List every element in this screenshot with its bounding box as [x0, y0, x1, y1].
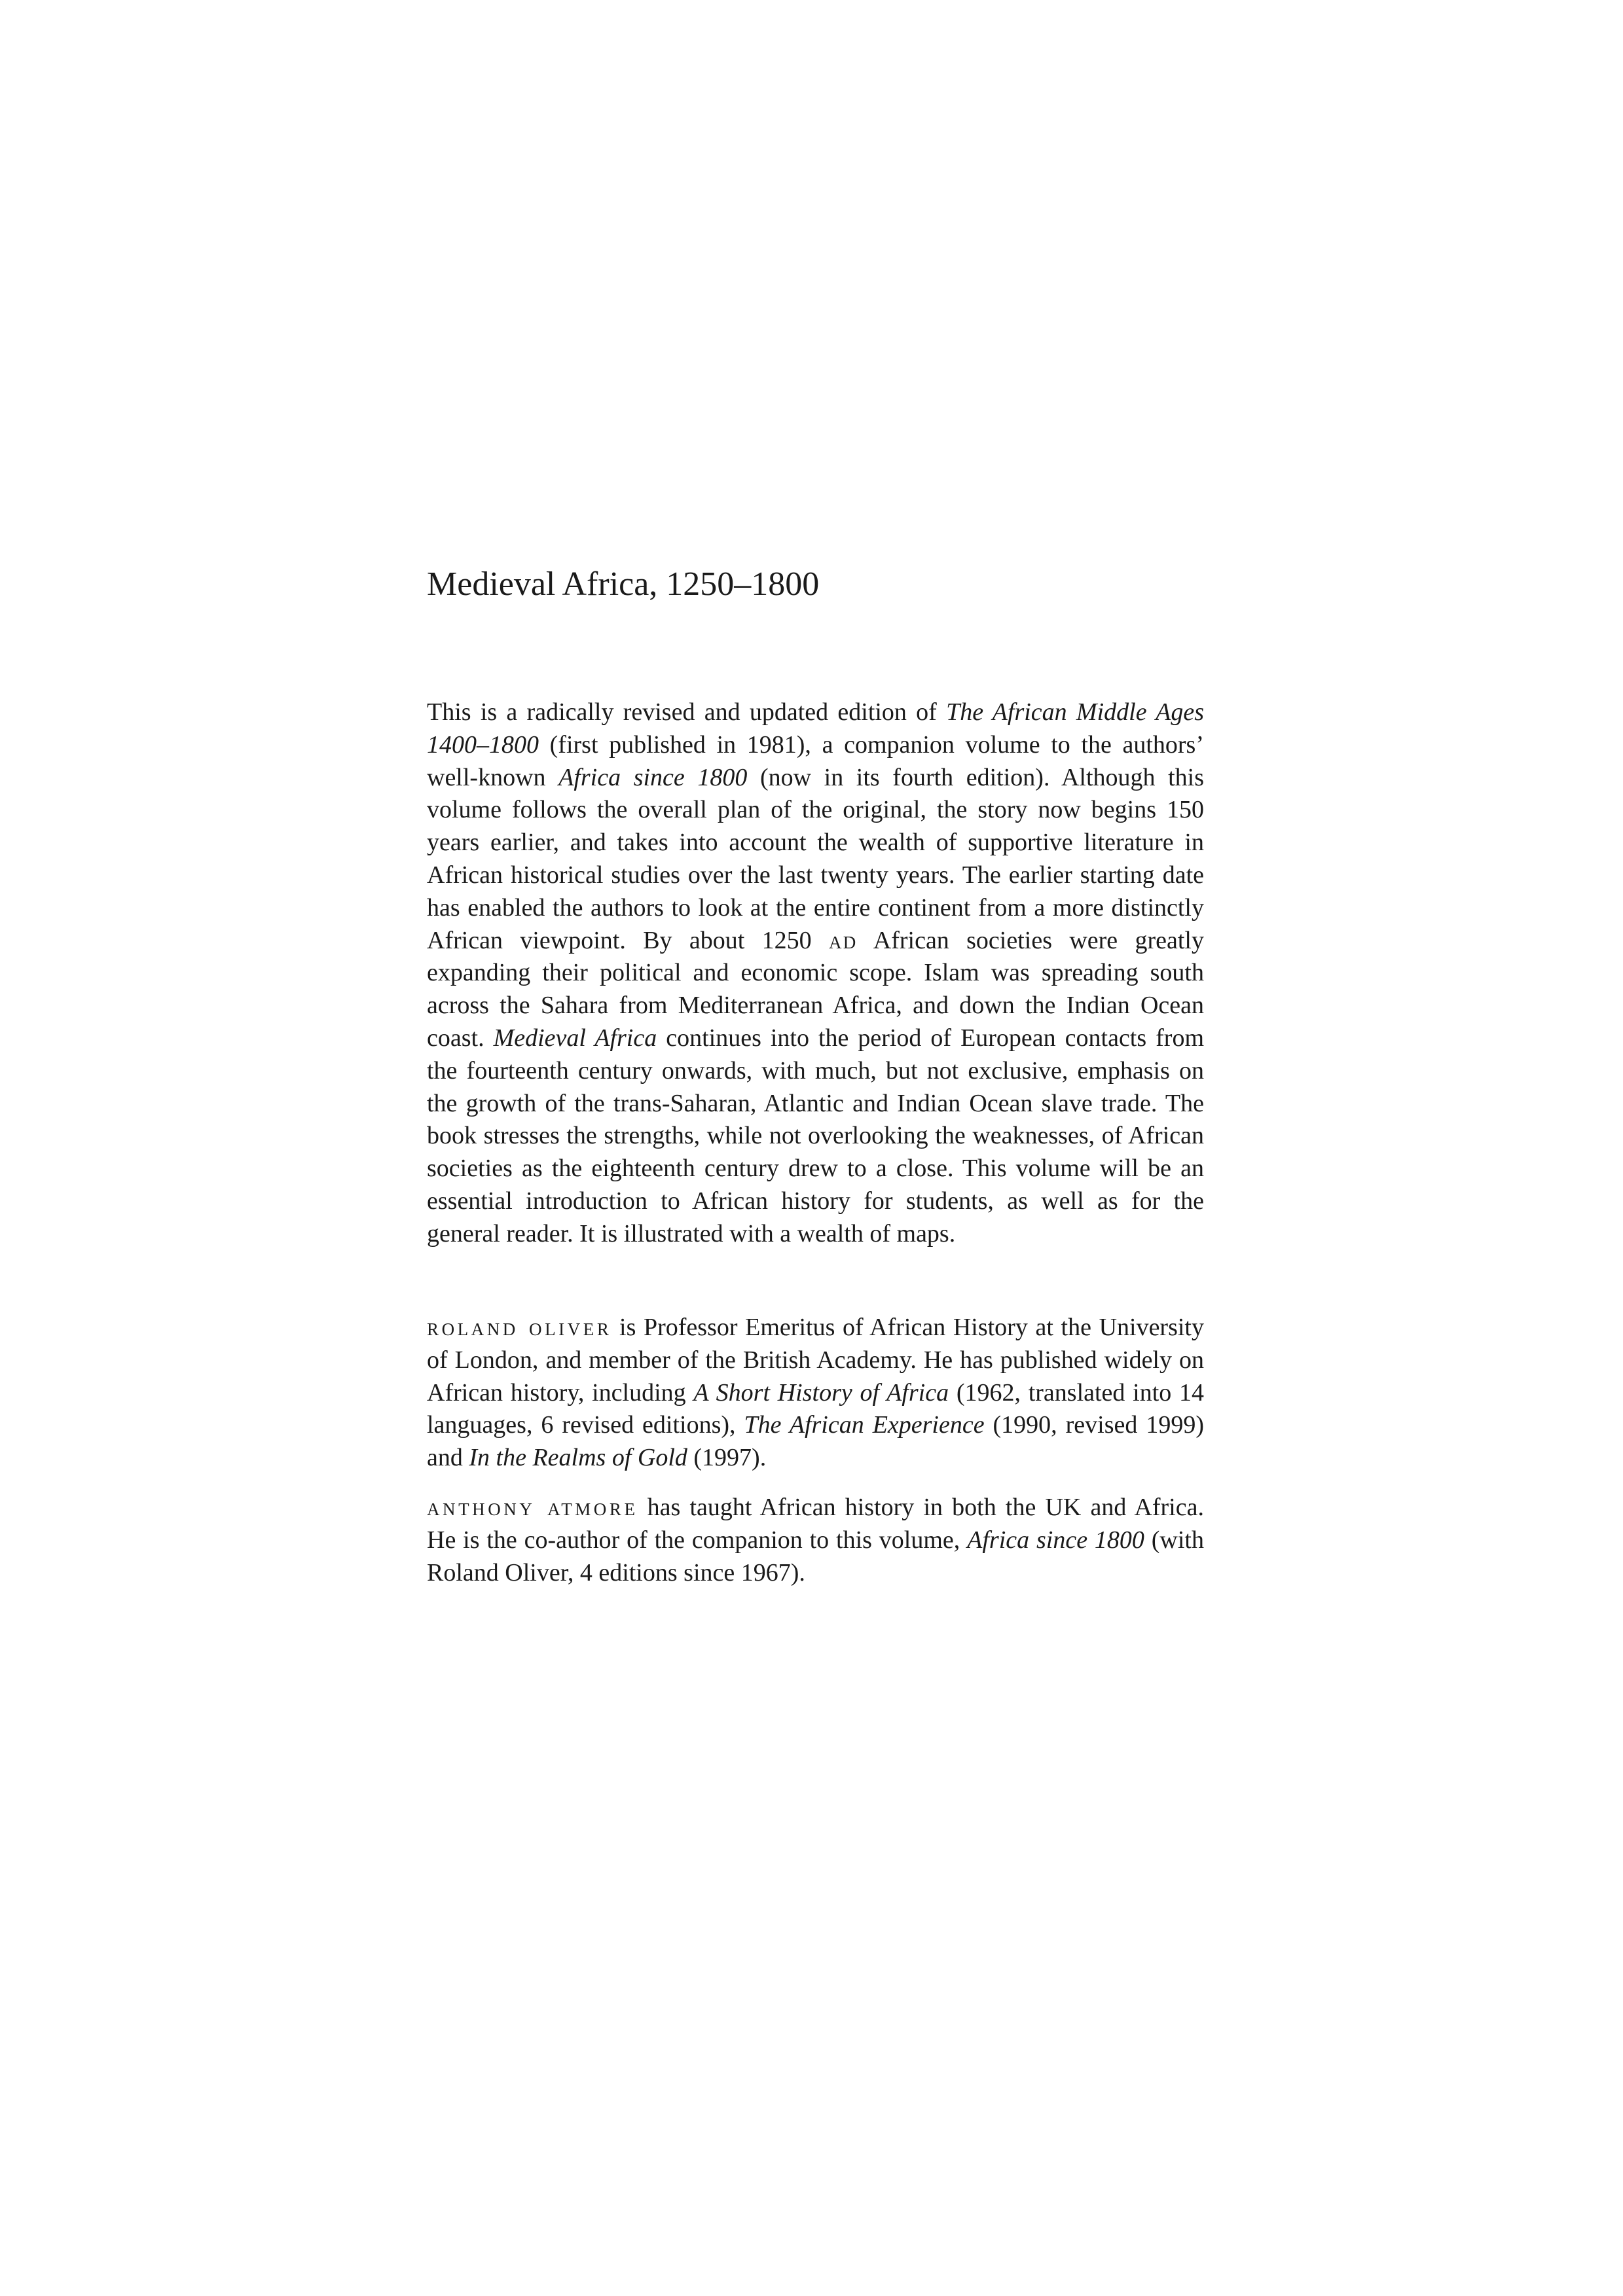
book-title-african-middle-ages: The African Middle Ages 1400–1800: [427, 698, 1204, 759]
era-abbreviation: ad: [828, 926, 858, 954]
oliver-text-3: (1990, revised 1999) and: [427, 1411, 1204, 1472]
book-title-realms-of-gold: In the Realms of Gold: [469, 1444, 687, 1472]
oliver-text-4: (1997).: [687, 1444, 767, 1472]
page-title: Medieval Africa, 1250–1800: [427, 565, 820, 603]
blurb-text-3: (now in its fourth edition). Although this volume follows the overall plan of the original, the story now begins 150 years earlier, and takes into account the wealth of supportive literature in African historical studies over the last twenty years. The earlier starting date has enabled the authors to look at the entire continent from a more distinctly African viewpoint. By about 1250: [427, 763, 1205, 954]
book-title-african-experience: The African Experience: [744, 1411, 985, 1439]
author-name-oliver: roland oliver: [427, 1314, 612, 1341]
author-bio-roland-oliver: [427, 1312, 1204, 1475]
blurb-text-5: continues into the period of European contacts from the fourteenth century onwards, with much, but not exclusive, emphasis on the growth of the trans-Saharan, Atlantic and Indian Ocean slave trade. The book stresses the strengths, while not overlooking the weaknesses, of African societies as the eighteenth century drew to a close. This volume will be an essential introduction to African history for students, as well as for the general reader. It is illustrated with a wealth of maps.: [427, 1024, 1205, 1247]
author-name-atmore: anthony atmore: [427, 1494, 638, 1521]
book-title-africa-since-1800-companion: Africa since 1800: [967, 1526, 1144, 1554]
oliver-text-2: (1962, translated into 14 languages, 6 revised editions),: [427, 1378, 1205, 1439]
author-bio-anthony-atmore: [427, 1492, 1204, 1589]
atmore-text-1: has taught African history in both the UK and Africa. He is the co-author of the companion to this volume,: [427, 1494, 1204, 1554]
book-title-short-history: A Short History of Africa: [693, 1378, 949, 1407]
blurb-text-1: This is a radically revised and updated edition of: [427, 698, 947, 726]
blurb-text-2: (first published in 1981), a companion volume to the authors’ well-known: [427, 730, 1204, 791]
blurb-text-4: African societies were greatly expanding their political and economic scope. Islam was spreading south across the Sahara from Mediterranean Africa, and down the Indian Ocean coast.: [427, 926, 1204, 1052]
book-title-africa-since-1800: Africa since 1800: [558, 763, 748, 791]
book-title-medieval-africa: Medieval Africa: [493, 1024, 657, 1052]
book-description: [427, 696, 1204, 1251]
atmore-text-2: (with Roland Oliver, 4 editions since 1967).: [427, 1526, 1204, 1587]
oliver-text-1: is Professor Emeritus of African History at the University of London, and member of the British Academy. He has published widely on African history, including: [427, 1314, 1204, 1407]
